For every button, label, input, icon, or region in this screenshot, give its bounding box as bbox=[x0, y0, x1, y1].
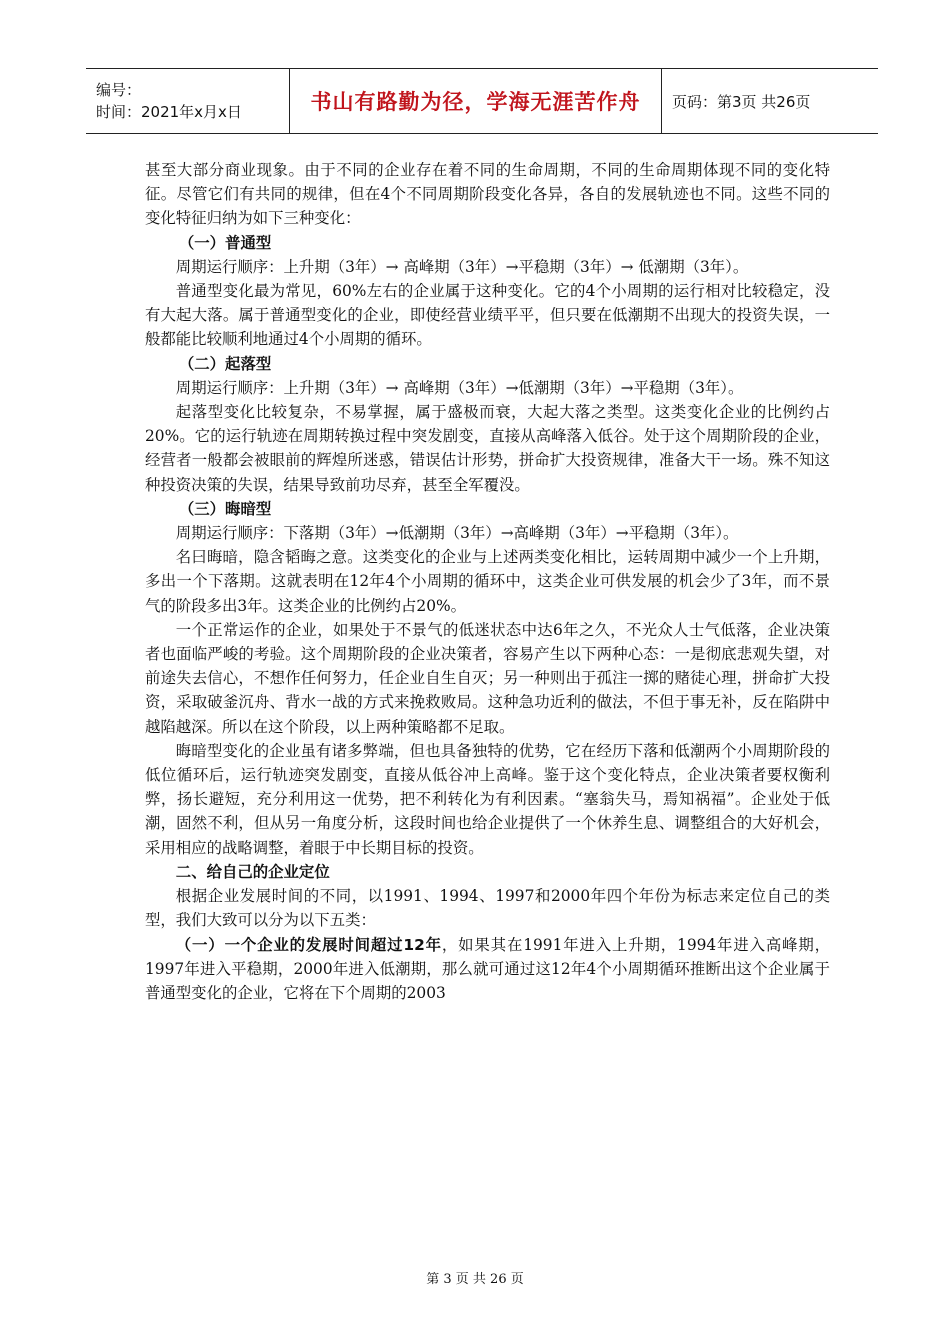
header-number: 编号： bbox=[96, 81, 142, 99]
paragraph: 周期运行顺序：下落期（3年）→低潮期（3年）→高峰期（3年）→平稳期（3年）。 bbox=[175, 524, 739, 543]
section-heading: 二、给自己的企业定位 bbox=[175, 862, 330, 881]
header-motto: 书山有路勤为径，学海无涯苦作舟 bbox=[310, 90, 641, 114]
header-time: 时间：2021年x月x日 bbox=[96, 103, 242, 121]
subheading-normal-type: （一）普通型 bbox=[178, 233, 272, 252]
paragraph: 周期运行顺序：上升期（3年）→ 高峰期（3年）→平稳期（3年）→ 低潮期（3年）。 bbox=[175, 257, 749, 276]
paragraph: 周期运行顺序：上升期（3年）→ 高峰期（3年）→低潮期（3年）→平稳期（3年）。 bbox=[175, 378, 744, 397]
paragraph: 一个正常运作的企业，如果处于不景气的低迷状态中达6年之久，不光众人士气低落，企业决策者也面临严峻的考验。这个周期阶段的企业决策者，容易产生以下两种心态：一是彻底悲观失望，对前途失去信心，不想作任何努力，任企业自生自灭；另一种则出于孤注一掷的赌徒心理，拼命扩大投资，采取破釜沉舟、背水一战的方式来挽救败局。这种急功近利的做法，不但于事无补，反在陷阱中越陷越深。所以在这个阶段，以上两种策略都不足取。 bbox=[145, 620, 830, 736]
paragraph: 名曰晦暗，隐含韬晦之意。这类变化的企业与上述两类变化相比，运转周期中减少一个上升期，多出一个下落期。这就表明在12年4个小周期的循环中，这类企业可供发展的机会少了3年，而不景气的阶段多出3年。这类企业的比例约占20%。 bbox=[145, 548, 830, 615]
subheading-rise-fall-type: （二）起落型 bbox=[178, 354, 272, 373]
document-body bbox=[145, 158, 830, 1005]
inline-subheading: （一）一个企业的发展时间超过12年 bbox=[175, 935, 442, 954]
paragraph: 甚至大部分商业现象。由于不同的企业存在着不同的生命周期，不同的生命周期体现不同的变化特征。尽管它们有共同的规律，但在4个不同周期阶段变化各异，各自的发展轨迹也不同。这些不同的变化特征归纳为如下三种变化： bbox=[145, 161, 830, 228]
header-page-number: 页码：第3页 共26页 bbox=[672, 92, 811, 111]
paragraph: 根据企业发展时间的不同，以1991、1994、1997和2000年四个年份为标志来定位自己的类型，我们大致可以分为以下五类： bbox=[145, 887, 830, 930]
page-header bbox=[86, 68, 878, 134]
header-motto-cell bbox=[289, 69, 662, 133]
paragraph: 普通型变化最为常见，60%左右的企业属于这种变化。它的4个小周期的运行相对比较稳定，没有大起大落。属于普通型变化的企业，即使经营业绩平平，但只要在低潮期不出现大的投资失误，一般都能比较顺利地通过4个小周期的循环。 bbox=[145, 282, 830, 349]
paragraph: 起落型变化比较复杂，不易掌握，属于盛极而衰，大起大落之类型。这类变化企业的比例约占20%。它的运行轨迹在周期转换过程中突发剧变，直接从高峰落入低谷。处于这个周期阶段的企业，经营者一般都会被眼前的辉煌所迷惑，错误估计形势，拼命扩大投资规律，准备大干一场。殊不知这种投资决策的失误，结果导致前功尽弃，甚至全军覆没。 bbox=[145, 403, 830, 494]
header-meta bbox=[86, 69, 289, 133]
paragraph: 晦暗型变化的企业虽有诸多弊端，但也具备独特的优势，它在经历下落和低潮两个小周期阶段的低位循环后，运行轨迹突发剧变，直接从低谷冲上高峰。鉴于这个变化特点，企业决策者要权衡利弊，扬长避短，充分利用这一优势，把不利转化为有利因素。“塞翁失马，焉知祸福”。企业处于低潮，固然不利，但从另一角度分析，这段时间也给企业提供了一个休养生息、调整组合的大好机会，采用相应的战略调整，着眼于中长期目标的投资。 bbox=[145, 741, 830, 857]
paragraph bbox=[145, 933, 830, 1006]
subheading-obscure-type: （三）晦暗型 bbox=[178, 499, 272, 518]
page-footer: 第 3 页 共 26 页 bbox=[426, 1272, 524, 1287]
paragraph-text: ，如果其在1991年进入上升期，1994年进入高峰期，1997年进入平稳期，2000年进入低潮期，那么就可通过这12年4个小周期循环推断出这个企业属于普通型变化的企业，它将在下个周期的2003 bbox=[145, 935, 830, 1002]
header-page-cell bbox=[662, 69, 878, 133]
